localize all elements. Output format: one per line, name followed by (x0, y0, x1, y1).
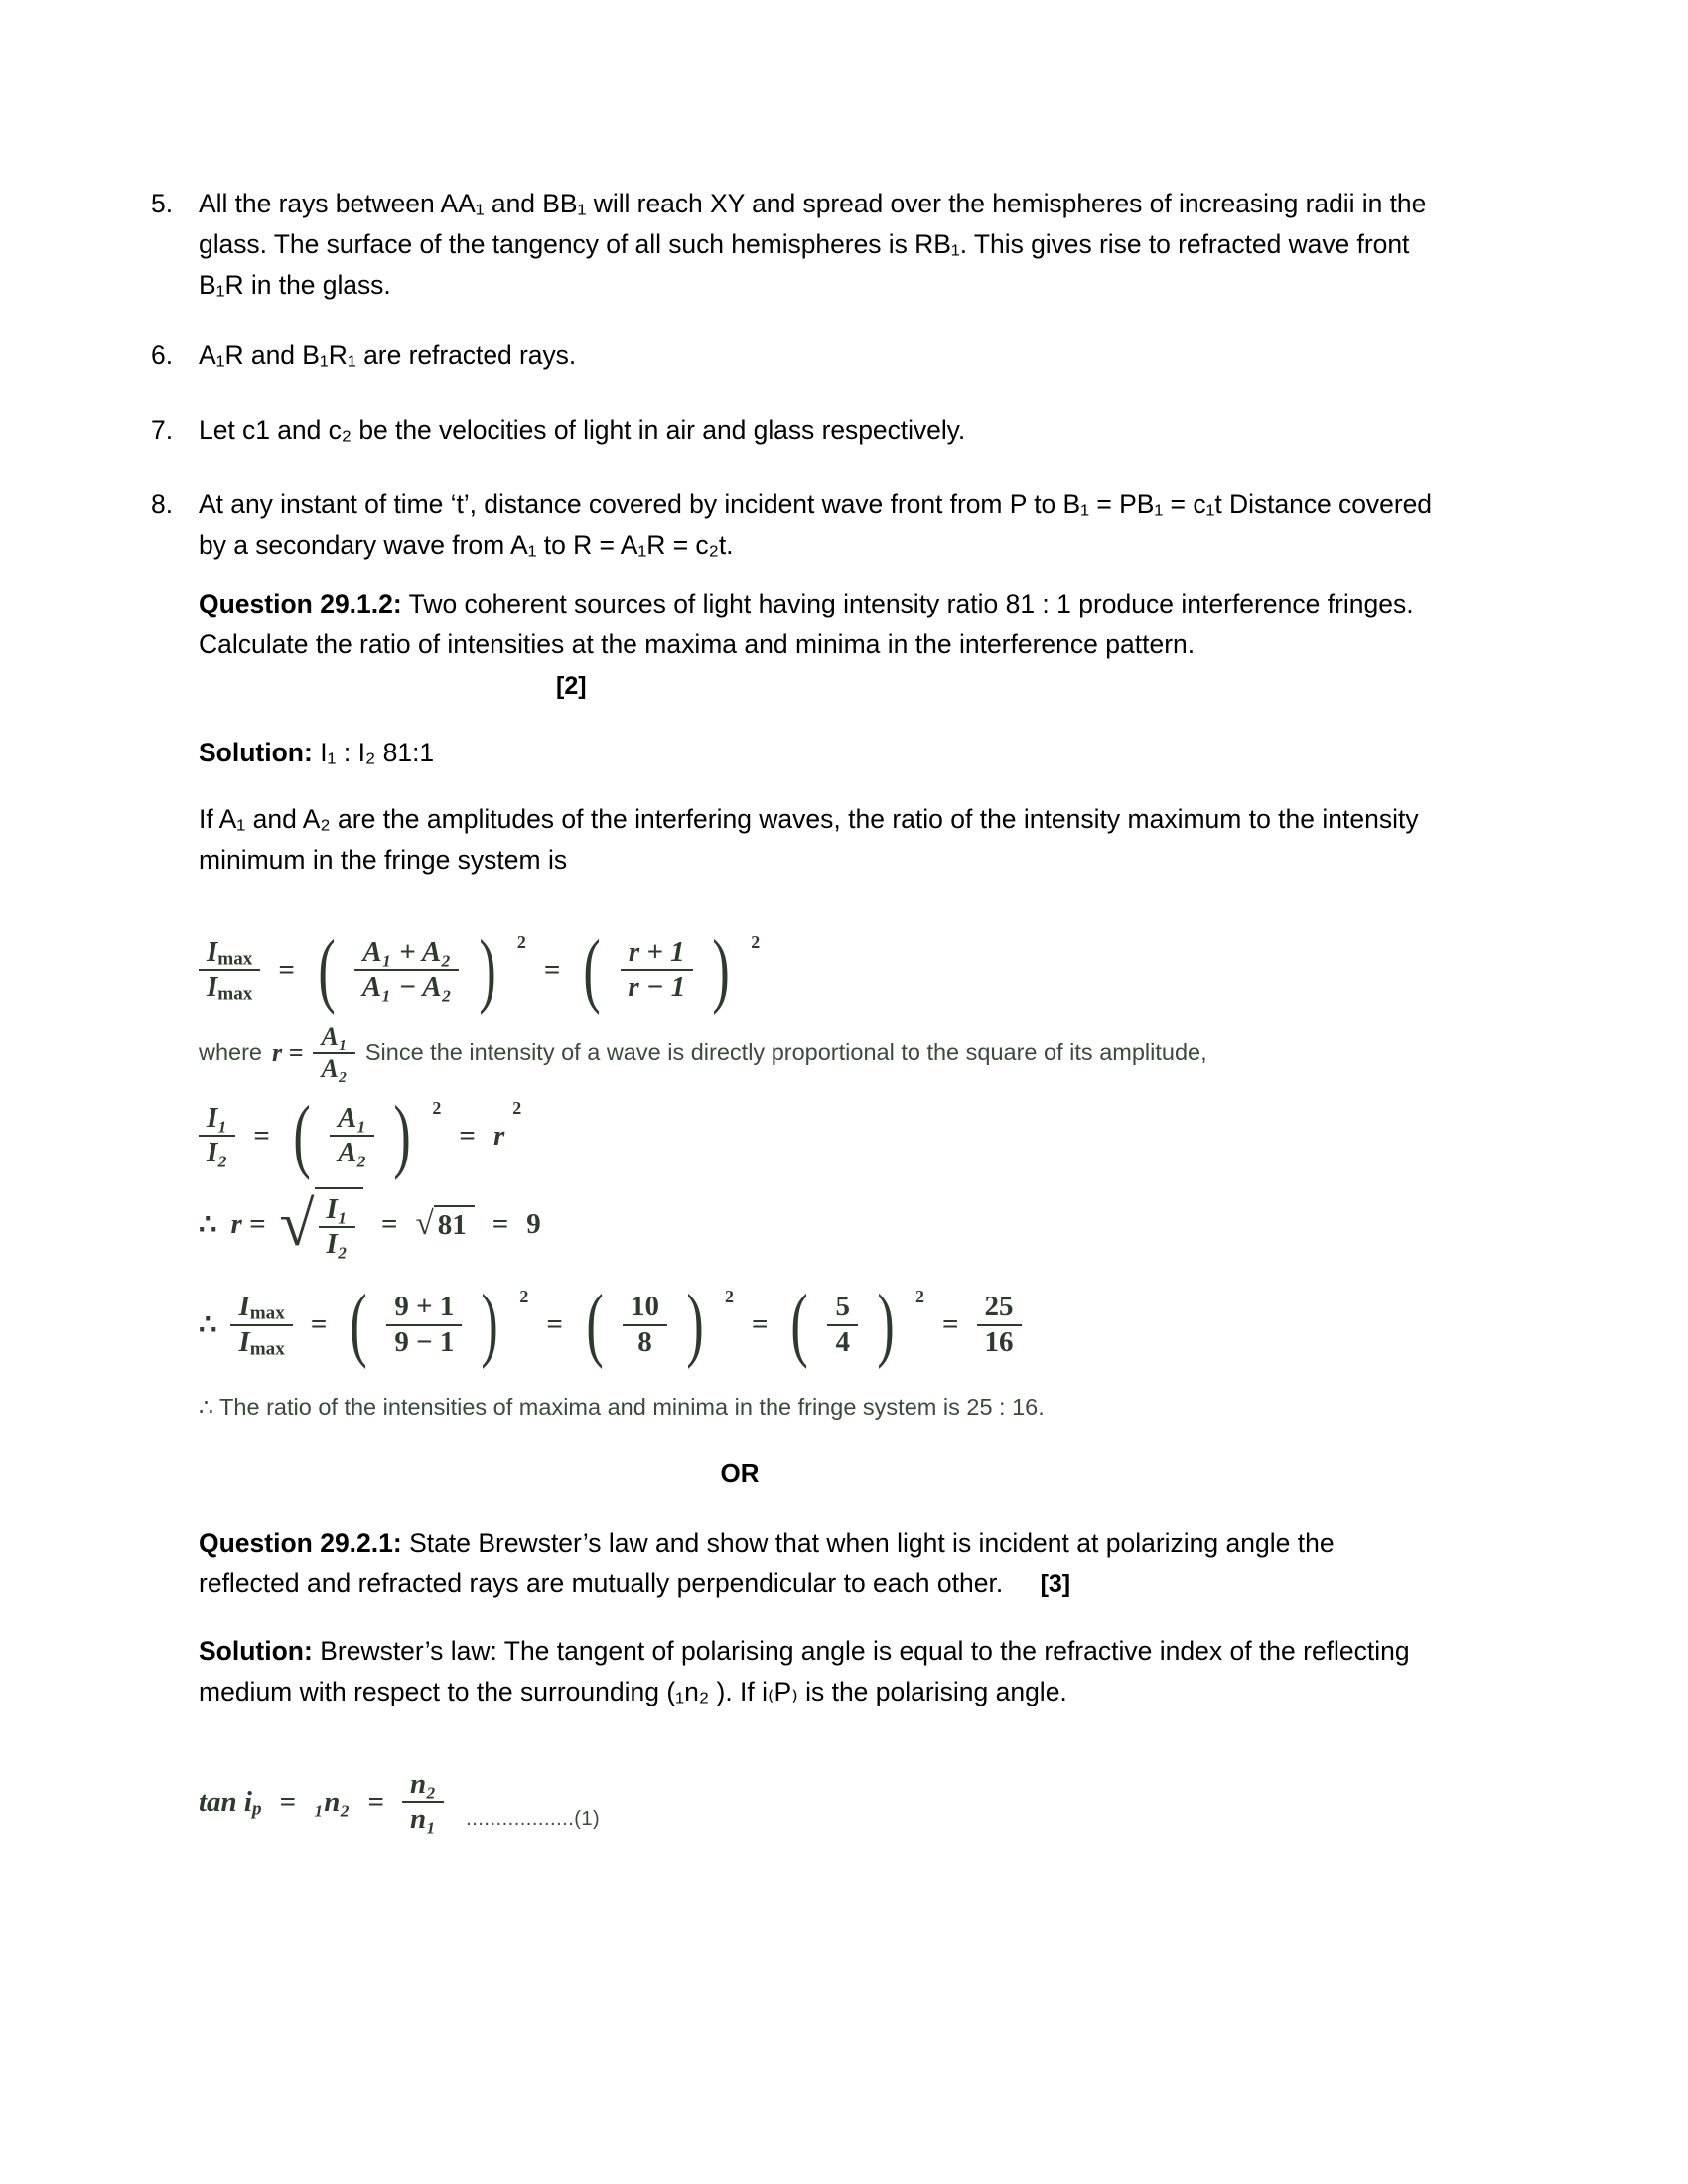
question-text: interference pattern. (958, 629, 1196, 659)
question-label: Question 29.2.1: (199, 1528, 402, 1559)
exponent: 2 (516, 932, 526, 952)
exponent: 2 (512, 1097, 522, 1118)
fraction-denominator: 9 − 1 (394, 1325, 455, 1358)
result-value: 9 (526, 1207, 541, 1240)
fraction-n2-n1 (402, 1768, 444, 1837)
fraction-10-8 (623, 1291, 667, 1359)
fraction-denominator: A₁ − A₂ (361, 971, 452, 1004)
left-paren: ( (586, 1278, 604, 1371)
radicand (315, 1187, 363, 1261)
variable-r: r = (230, 1207, 266, 1240)
equals-sign: = (459, 1119, 476, 1152)
fraction-r-ratio (620, 936, 693, 1005)
radical-sign: √ (415, 1205, 434, 1243)
left-paren: ( (790, 1278, 809, 1371)
question-text: State Brewster’s law and show that when light is incident at polarizing (409, 1528, 1219, 1559)
solution-label: Solution: (199, 1636, 313, 1667)
exponent: 2 (432, 1097, 442, 1118)
fraction-denominator: 8 (637, 1325, 652, 1358)
subscript: max (249, 1338, 285, 1360)
subscript: max (217, 948, 253, 970)
equals-sign: = (543, 953, 561, 986)
fraction-imax-imax (230, 1291, 292, 1359)
equation-number-dots: ..................(1) (466, 1807, 601, 1830)
fraction-denominator: n₁ (409, 1803, 437, 1836)
list-line: This gives rise to refracted wave front B₁R in the glass. (199, 229, 1410, 300)
fraction-i1-i2 (319, 1193, 355, 1262)
radicand: 81 (434, 1205, 475, 1243)
fraction-a1-a2 (330, 1102, 374, 1170)
fraction-numerator: r + 1 (621, 936, 693, 971)
equation-r-sqrt (199, 1187, 1438, 1261)
equals-sign: = (751, 1308, 769, 1341)
right-paren: ) (393, 1088, 412, 1181)
or-divider: OR (720, 1458, 760, 1489)
where-prefix: where (199, 1039, 263, 1066)
equation-imax-ratio (199, 923, 1438, 1017)
fraction-amplitudes (354, 936, 460, 1005)
fraction-numerator: A₁ (330, 1102, 374, 1137)
fraction-denominator: A₂ (321, 1053, 348, 1083)
fraction-numerator: A₁ + A₂ (354, 936, 459, 971)
solution-paragraph-line: maximum to the intensity minimum in the fringe system is (199, 804, 1419, 875)
solution-text: Brewster’s law: The tangent of polarising angle is equal to the refractive index (320, 1636, 1223, 1667)
list-item-number: 6. (151, 341, 174, 370)
list-item-number: 5. (151, 189, 174, 218)
sqrt-i1-i2 (280, 1187, 363, 1261)
list-item (147, 184, 1438, 306)
equals-sign: = (310, 1308, 328, 1341)
fraction-9plus1-9minus1 (386, 1291, 462, 1359)
right-paren: ) (479, 923, 496, 1017)
fraction-numerator: $I_{max}$ (230, 1291, 292, 1325)
where-suffix: Since the intensity of a wave is directly proportional to the square of its amplitude, (364, 1039, 1207, 1066)
list-item-number: 7. (151, 415, 174, 445)
solution-29-1-2-heading (199, 733, 1438, 773)
fraction-numerator: 9 + 1 (386, 1291, 462, 1325)
fraction-denominator: A₂ (337, 1137, 367, 1169)
fraction-numerator: I₁ (199, 1102, 235, 1137)
right-paren: ) (686, 1278, 704, 1371)
right-paren: ) (481, 1278, 499, 1371)
solution-value: I₁ : I₂ 81:1 (320, 738, 435, 767)
list-item-number: 8. (151, 489, 174, 519)
exponent: 2 (724, 1287, 734, 1307)
list-line: c₁t Distance covered by a secondary wave from A₁ to R = A₁R = c₂t. (199, 489, 1432, 560)
question-label: Question 29.1.2: (199, 589, 402, 618)
solution-paragraph-line: If A₁ and A₂ are the amplitudes of the interfering waves, the ratio of the intensity (199, 804, 1121, 834)
exponent: 2 (915, 1287, 924, 1307)
left-paren: ( (583, 923, 602, 1017)
fraction-a1-a2 (313, 1023, 354, 1084)
variable-r: r (492, 1119, 505, 1152)
solution-text: of the reflecting medium with respect to the surrounding (₁n₂ ). If i₍P₎ is the polarising (199, 1636, 1410, 1707)
subscript: max (249, 1302, 285, 1324)
solution-label: Solution: (199, 738, 313, 767)
therefore-symbol: ∴ (199, 1309, 217, 1342)
sqrt-81 (415, 1205, 474, 1243)
solution-conclusion: ∴ The ratio of the intensities of maxima and minima in the fringe system is 25 : 16. (199, 1394, 1045, 1421)
tan-ip-label (199, 1786, 262, 1819)
tan-text: tan i (199, 1785, 252, 1818)
fraction-denominator: 16 (984, 1325, 1014, 1358)
question-text: Two coherent sources of light having intensity ratio 81 : 1 produce (408, 589, 1175, 618)
equals-sign: = (546, 1308, 563, 1341)
equation-i1-i2 (199, 1088, 1438, 1181)
question-29-1-2 (199, 584, 1438, 707)
refractive-index-symbol: ₁n₂ (314, 1785, 351, 1818)
equals-sign: = (380, 1207, 398, 1240)
fraction-numerator: 25 (977, 1291, 1022, 1325)
fraction-numerator: n₂ (402, 1768, 444, 1803)
list-item (147, 336, 1438, 376)
list-item (147, 410, 1438, 451)
question-marks: [2] (556, 672, 587, 700)
fraction-denominator: $I_{max}$ (238, 1325, 285, 1360)
equals-sign: = (253, 1119, 270, 1152)
page-content (147, 184, 1438, 1837)
exponent: 2 (751, 932, 761, 952)
fraction-numerator: A₁ (313, 1023, 354, 1054)
list-item-body: Let c1 and c₂ be the velocities of light in air and glass respectively. (199, 415, 966, 445)
list-item-body (199, 484, 1438, 566)
fraction-i1-i2 (199, 1102, 235, 1170)
equals-sign: = (278, 953, 295, 986)
equals-sign: = (367, 1785, 384, 1818)
right-paren: ) (712, 923, 730, 1017)
solution-29-2-1 (199, 1631, 1438, 1712)
list-item-body (199, 184, 1438, 306)
fraction-numerator: 5 (827, 1291, 858, 1325)
where-definition-row (199, 1023, 1438, 1084)
fraction-denominator: $I_{max}$ (207, 971, 253, 1005)
equals-sign: = (279, 1785, 297, 1818)
equals-sign: = (492, 1207, 509, 1240)
left-paren: ( (293, 1088, 311, 1181)
radical-sign: √ (279, 1188, 315, 1260)
where-symbol: r = (272, 1037, 304, 1067)
fraction-numerator: 10 (623, 1291, 667, 1325)
solution-paragraph (199, 799, 1438, 881)
fraction-denominator: 4 (835, 1325, 850, 1358)
exponent: 2 (519, 1287, 529, 1307)
equation-brewster-tan (199, 1768, 1438, 1837)
equals-sign: = (941, 1308, 959, 1341)
fraction-denominator: I₂ (326, 1227, 348, 1260)
question-marks: [3] (1040, 1570, 1071, 1599)
fraction-25-16 (977, 1291, 1022, 1359)
list-line: At any instant of time ‘t’, distance covered by incident wave front from P to B₁ = PB₁ = (199, 489, 1186, 519)
equation-final-ratio (199, 1278, 1438, 1371)
list-line: increasing radii in the glass. The surface of the tangency of all such hemispheres is RB₁. (199, 189, 1427, 259)
subscript: p (252, 1798, 262, 1820)
list-item-body: A₁R and B₁R₁ are refracted rays. (199, 341, 577, 370)
fraction-numerator: $I_{max}$ (199, 936, 260, 971)
solution-text: angle. (995, 1677, 1067, 1707)
question-text: interference fringes. Calculate the ratio of intensities at the maxima and minima in the (199, 589, 1414, 659)
question-text: angle the reflected and refracted rays are mutually perpendicular to each other. (199, 1528, 1335, 1599)
fraction-numerator: I₁ (319, 1193, 355, 1228)
left-paren: ( (318, 923, 336, 1017)
fraction-denominator: I₂ (207, 1137, 228, 1169)
question-29-2-1 (199, 1523, 1438, 1605)
left-paren: ( (350, 1278, 368, 1371)
subscript: max (217, 983, 253, 1005)
fraction-imax-imax (199, 936, 260, 1005)
list-item (147, 484, 1438, 566)
fraction-denominator: r − 1 (628, 971, 686, 1004)
right-paren: ) (877, 1278, 895, 1371)
therefore-symbol: ∴ (199, 1208, 217, 1241)
list-line: All the rays between AA₁ and BB₁ will reach XY and spread over the hemispheres of (199, 189, 1172, 218)
fraction-5-4 (827, 1291, 858, 1359)
